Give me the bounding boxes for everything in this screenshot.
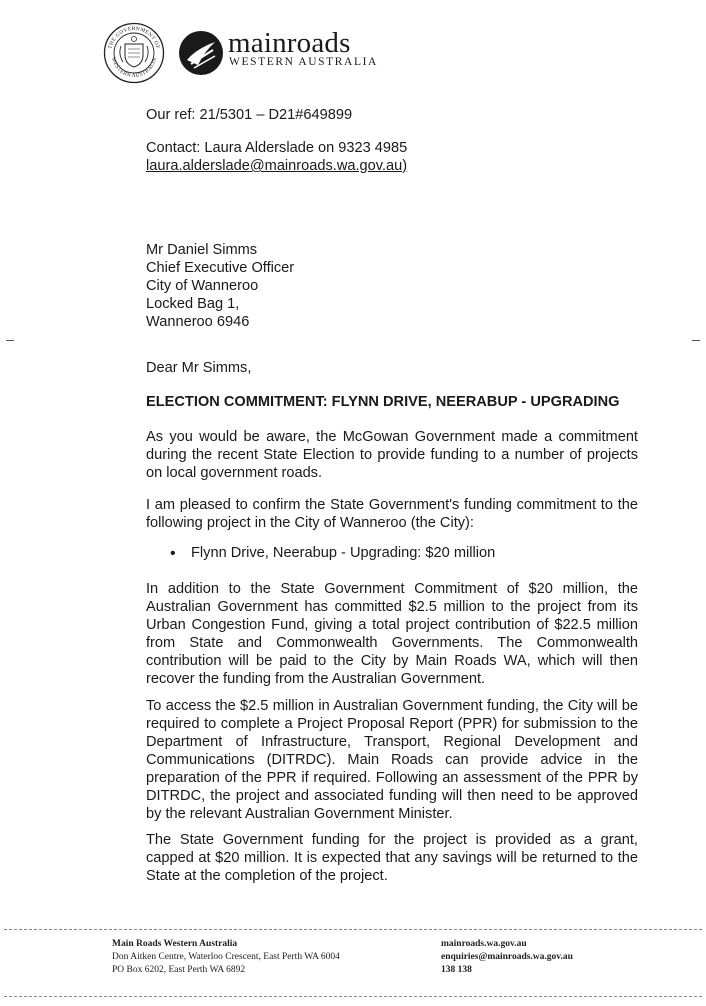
- wa-government-crest-icon: [103, 22, 165, 84]
- margin-mark-right: [692, 340, 700, 341]
- logo-subtitle: WESTERN AUSTRALIA: [229, 56, 378, 68]
- crest-text-top: THE GOVERNMENT OF: [107, 25, 161, 50]
- footer-contact-block: [441, 938, 573, 977]
- contact-line: Contact: Laura Alderslade on 9323 4985: [146, 140, 408, 156]
- footer-enquiries-email[interactable]: enquiries@mainroads.wa.gov.au: [441, 952, 573, 962]
- paragraph-confirmation: I am pleased to confirm the State Government's funding commitment to the following project in the City of Wanneroo (the City):: [146, 497, 638, 531]
- our-reference: Our ref: 21/5301 – D21#649899: [146, 107, 353, 123]
- footer-website-link[interactable]: mainroads.wa.gov.au: [441, 939, 527, 949]
- paragraph-intro: As you would be aware, the McGowan Government made a commitment during the recent State Election to provide funding to a number of projects on local government roads.: [146, 429, 638, 481]
- paragraph-funding: In addition to the State Government Commitment of $20 million, the Australian Government has committed $2.5 million to the project from its Urban Congestion Fund, giving a total project contribution of $22.5 million from State and Commonwealth Governments. The Commonwealth contribution will be paid to the City by Main Roads WA, which will then recover the funding from the Australian Government.: [146, 581, 638, 687]
- bullet-project-item: Flynn Drive, Neerabup - Upgrading: $20 million: [191, 545, 496, 561]
- recipient-organisation: City of Wanneroo: [146, 278, 259, 294]
- crest-text-bottom: WESTERN AUSTRALIA: [110, 56, 158, 80]
- paragraph-grant: The State Government funding for the project is provided as a grant, capped at $20 million. It is expected that any savings will be returned to the State at the completion of the project.: [146, 832, 638, 884]
- salutation: Dear Mr Simms,: [146, 360, 252, 376]
- footer-phone: 138 138: [441, 965, 472, 975]
- logo-wordmark: mainroads: [228, 27, 351, 59]
- margin-mark-left: [6, 340, 14, 341]
- recipient-address-line: Locked Bag 1,: [146, 296, 240, 312]
- footer-address-block: [112, 938, 340, 977]
- bullet-dot-icon: •: [170, 545, 176, 562]
- recipient-title: Chief Executive Officer: [146, 260, 295, 276]
- mainroads-logo-icon: [178, 30, 224, 76]
- contact-email-link[interactable]: laura.alderslade@mainroads.wa.gov.au): [146, 158, 408, 174]
- footer-divider-top: [4, 929, 702, 930]
- footer-postal-address: PO Box 6202, East Perth WA 6892: [112, 965, 246, 975]
- footer-divider-bottom: [4, 996, 702, 997]
- svg-text:WESTERN AUSTRALIA: [110, 57, 158, 79]
- recipient-postcode: Wanneroo 6946: [146, 314, 250, 330]
- recipient-name: Mr Daniel Simms: [146, 242, 258, 258]
- footer-street-address: Don Aitken Centre, Waterloo Crescent, East Perth WA 6004: [112, 952, 340, 962]
- paragraph-ppr: To access the $2.5 million in Australian Government funding, the City will be required to complete a Project Proposal Report (PPR) for submission to the Department of Infrastructure, Transport, Regional Development and Communications (DITRDC). Main Roads can provide advice in the preparation of the PPR if required. Following an assessment of the PPR by DITRDC, the project and associated funding will then need to be approved by the relevant Australian Government Minister.: [146, 698, 638, 822]
- letter-heading: ELECTION COMMITMENT: FLYNN DRIVE, NEERABUP - UPGRADING: [146, 394, 620, 410]
- footer-org-name: Main Roads Western Australia: [112, 939, 238, 949]
